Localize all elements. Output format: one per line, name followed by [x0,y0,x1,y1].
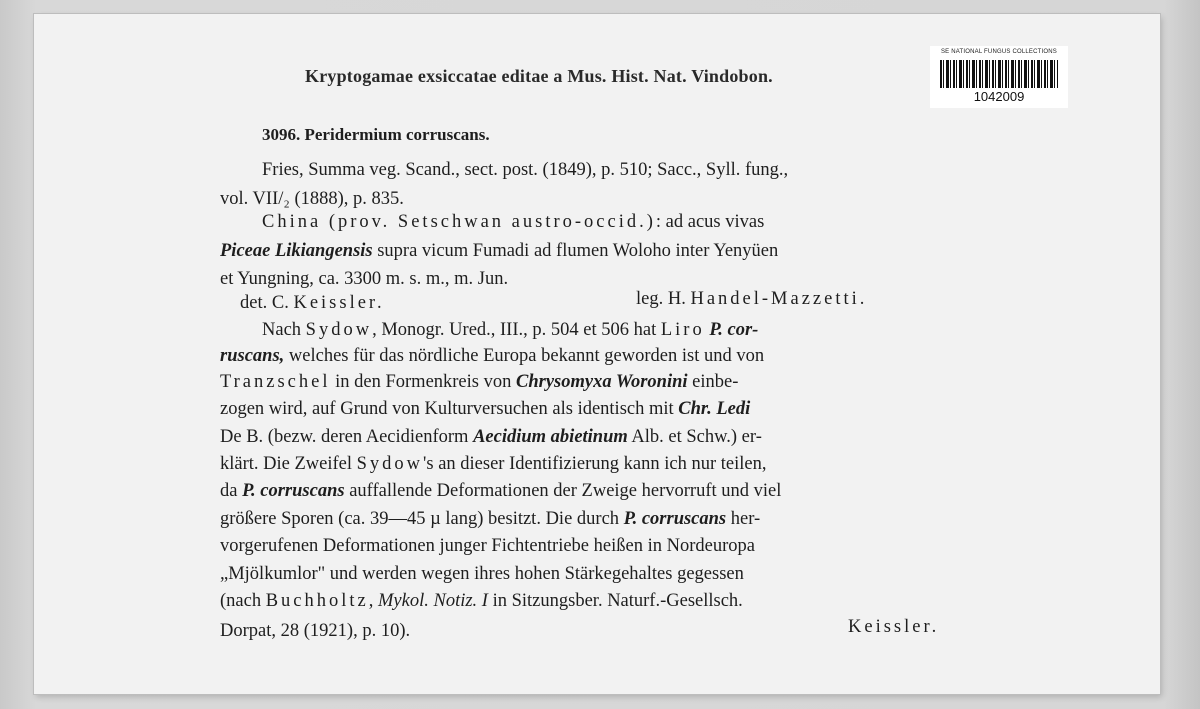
notes-text: größere Sporen (ca. 39—45 µ lang) besitzt. Die durch [220,509,620,529]
locality-line-2 [220,242,778,261]
author-buchholtz: Buchholtz [265,591,369,611]
notes-text: De B. (bezw. deren Aecidienform [220,427,469,447]
notes-text: , [368,591,374,611]
taxon-name: P. corruscans [623,509,727,529]
notes-text: her- [730,509,761,529]
notes-line-12: Dorpat, 28 (1921), p. 10). [220,621,411,641]
barcode-icon [940,60,1058,88]
reference-line-1: Fries, Summa veg. Scand., sect. post. (1849), p. 510; Sacc., Syll. fung., [262,160,789,180]
locality-line-2-rest: supra vicum Fumadi ad flumen Woloho inter Yenyüen [377,241,779,261]
notes-line-4 [220,400,750,419]
locality-prefix: China (prov. Setschwan austro-occid.) [262,212,656,232]
notes-text: in den Formenkreis von [335,372,512,392]
notes-line-5 [220,428,762,447]
entry-number-title: 3096. Peridermium corruscans. [262,125,490,144]
notes-text: (nach [220,591,262,611]
notes-text: welches für das nördliche Europa bekannt geworden ist und von [288,346,765,366]
taxon-name: P. cor- [709,320,759,340]
notes-text: Nach [262,320,302,340]
author-sydow: Sydow [356,454,424,474]
barcode-label [930,46,1068,108]
reference-line-2: vol. VII/₂ (1888), p. 835. [220,189,404,209]
notes-text: zogen wird, auf Grund von Kulturversuchen als identisch mit [220,399,674,419]
leg-name: Handel-Mazzetti. [690,289,868,309]
collector-line [636,290,867,309]
locality-suffix: : ad acus vivas [655,212,765,232]
author-liro: Liro [660,320,705,340]
notes-text: klärt. Die Zweifel [220,454,353,474]
notes-line-2 [220,347,764,366]
notes-text: Alb. et Schw.) er- [631,427,762,447]
author-sydow: Sydow [305,320,373,340]
taxon-name: Aecidium abietinum [473,427,628,447]
notes-signature: Keissler. [848,617,940,637]
host-species: Piceae Likiangensis [220,241,373,261]
barcode-number: 1042009 [973,89,1025,104]
notes-line-8 [220,510,760,529]
notes-line-3 [220,373,738,392]
notes-line-11 [220,592,743,611]
notes-line-1 [262,321,758,340]
notes-text: da [220,481,238,501]
notes-text: , Monogr. Ured., III., p. 504 et 506 hat [372,320,657,340]
notes-line-9: vorgerufenen Deformationen junger Fichtentriebe heißen in Nordeuropa [220,536,755,556]
notes-line-6 [220,455,766,474]
notes-text: auffallende Deformationen der Zweige hervorruft und viel [349,481,782,501]
taxon-name: P. corruscans [242,481,345,501]
barcode-institution: SE NATIONAL FUNGUS COLLECTIONS [940,49,1058,55]
publication-title: Mykol. Notiz. I [378,591,488,611]
taxon-name: Chr. Ledi [678,399,751,419]
taxon-name: ruscans, [220,346,285,366]
det-prefix: det. C. [240,293,289,313]
locality-line-1 [262,213,764,232]
leg-prefix: leg. H. [636,289,686,309]
determiner-line [240,294,385,313]
taxon-name: Chrysomyxa Woronini [516,372,688,392]
locality-line-3: et Yungning, ca. 3300 m. s. m., m. Jun. [220,269,509,289]
notes-text: einbe- [692,372,739,392]
notes-text: 's an dieser Identifizierung kann ich nur teilen, [423,454,767,474]
det-name: Keissler. [293,293,385,313]
notes-line-7 [220,482,781,501]
label-header-title: Kryptogamae exsiccatae editae a Mus. Hist. Nat. Vindobon. [305,66,773,86]
notes-text: in Sitzungsber. Naturf.-Gesellsch. [492,591,743,611]
author-tranzschel: Tranzschel [220,372,331,392]
notes-line-10: „Mjölkumlor" und werden wegen ihres hohen Stärkegehaltes gegessen [220,564,744,584]
